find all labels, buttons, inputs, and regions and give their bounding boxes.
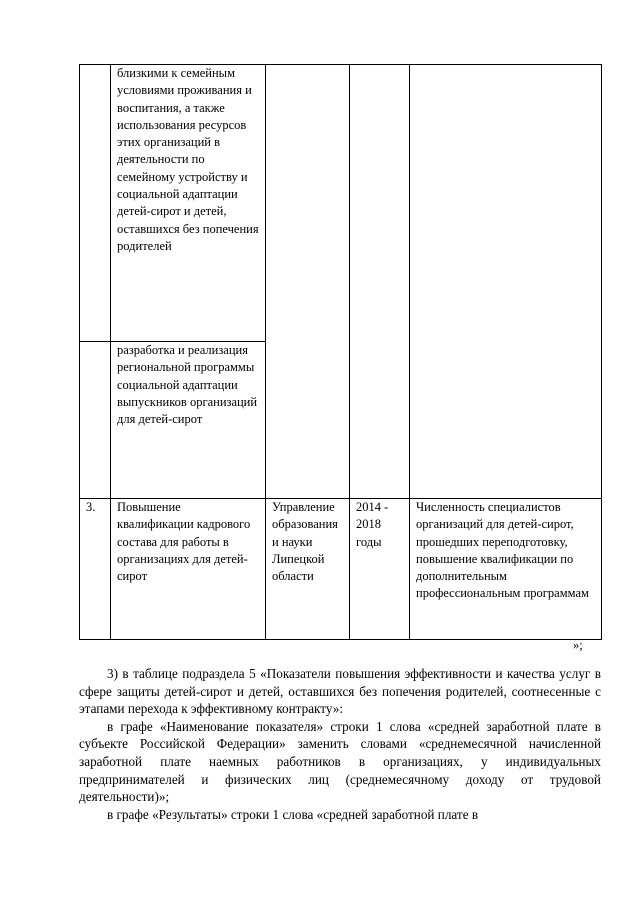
measure-cell xyxy=(111,499,266,640)
indicator-cell xyxy=(410,499,602,640)
table-row xyxy=(80,499,602,640)
period-text: 2014 - 2018 годы xyxy=(356,500,389,549)
measure-cell xyxy=(111,65,266,342)
measure-cell xyxy=(111,342,266,499)
closing-quote: »; xyxy=(573,638,583,652)
indicator-cell xyxy=(410,65,602,499)
paragraph: в графе «Результаты» строки 1 слова «средней заработной плате в xyxy=(107,806,479,822)
measure-text: разработка и реализация региональной программы социальной адаптации выпускников организаций для детей-сирот xyxy=(117,343,258,427)
measure-text: близкими к семейным условиями проживания и воспитания, а также использования ресурсов этих организаций в деятельности по семейному устройству и социальной адаптации детей-сирот и детей, оставшихся без попечения родителей xyxy=(117,66,259,253)
paragraph: 3) в таблице подраздела 5 «Показатели повышения эффективности и качества услуг в сфере защиты детей-сирот и детей, оставшихся без попечения родителей, соотнесенные с этапами перехода к эффективному контракту»: xyxy=(79,666,601,717)
number-cell xyxy=(80,342,111,499)
program-table xyxy=(79,64,602,640)
responsible-cell xyxy=(266,499,350,640)
period-cell xyxy=(350,499,410,640)
number-cell xyxy=(80,65,111,342)
responsible-cell xyxy=(266,65,350,499)
paragraph: в графе «Наименование показателя» строки 1 слова «средней заработной плате в субъекте Российской Федерации» заменить словами «среднемесячной начисленной заработной плате наемных работников в организациях, у индивидуальных предпринимателей и физических лиц (среднемесячному доходу от трудовой деятельности)»; xyxy=(79,718,601,805)
table-row xyxy=(80,65,602,342)
period-cell xyxy=(350,65,410,499)
indicator-text: Численность специалистов организаций для детей-сирот, прошедших переподготовку, повышение квалификации по дополнительным профессиональным программам xyxy=(416,500,589,601)
body-text xyxy=(79,665,601,823)
measure-text: Повышение квалификации кадрового состава для работы в организациях для детей-сирот xyxy=(117,500,251,584)
row-number: 3. xyxy=(80,499,111,640)
responsible-text: Управление образования и науки Липецкой области xyxy=(272,500,338,584)
